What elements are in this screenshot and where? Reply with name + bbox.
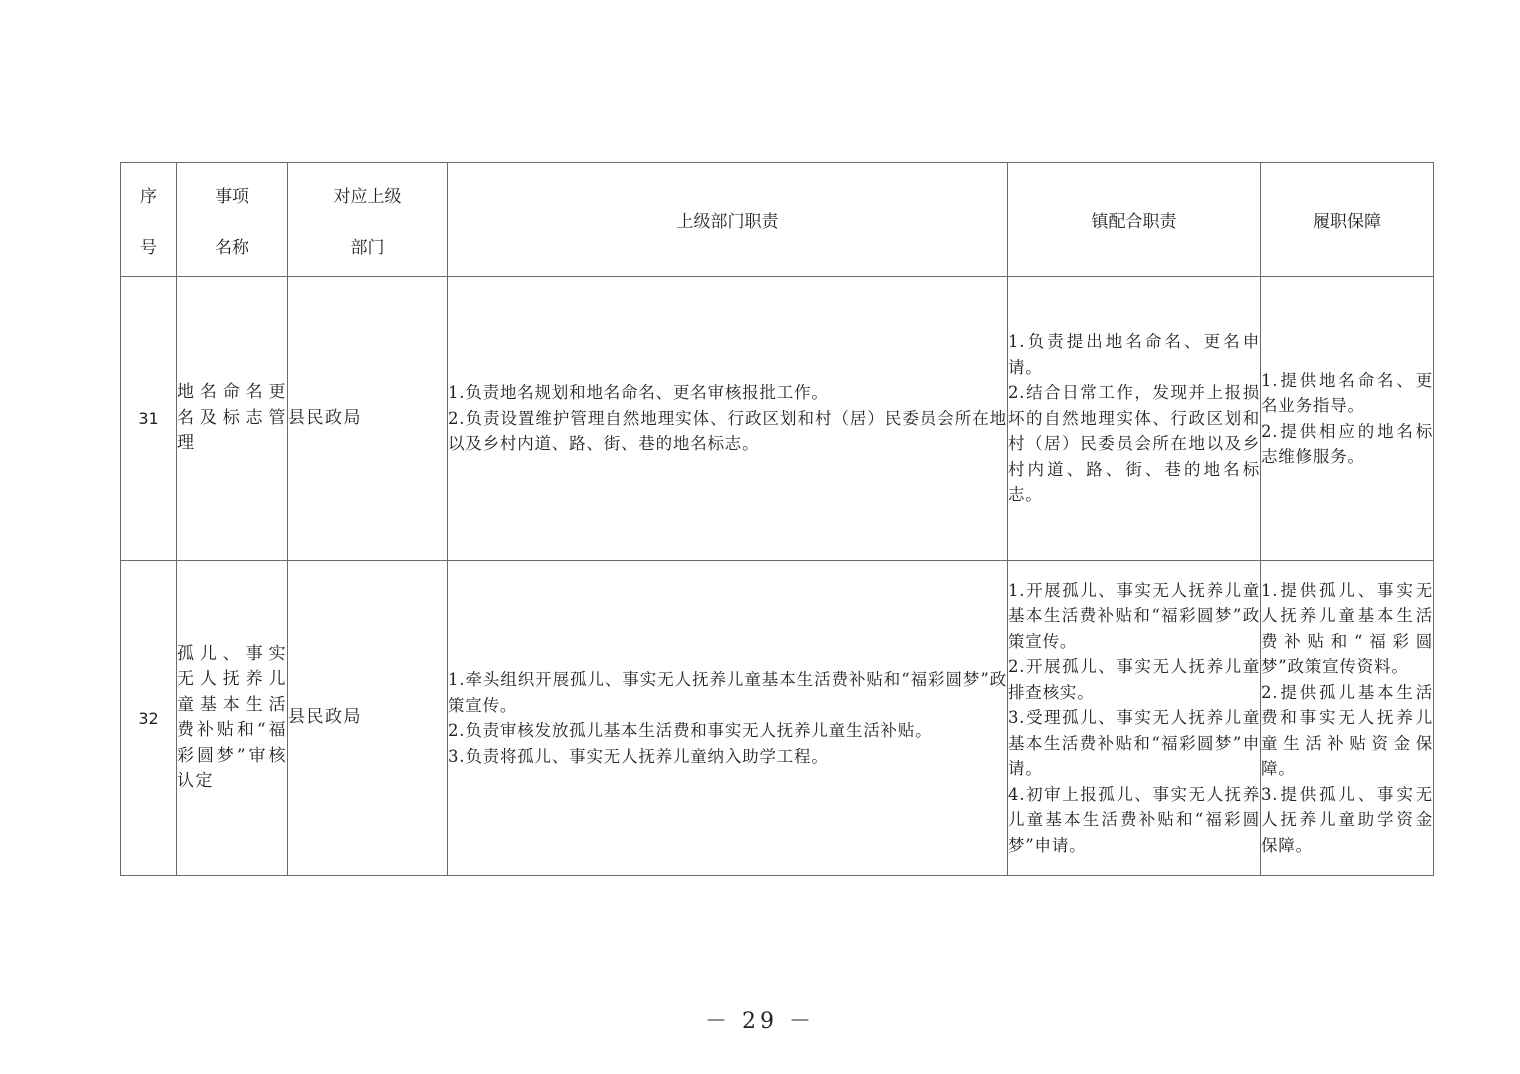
town-duty-item: 2.结合日常工作，发现并上报损坏的自然地理实体、行政区划和村（居）民委员会所在地以及乡村内道、路、街、巷的地名标志。 <box>1008 383 1260 505</box>
town-duties <box>1008 561 1261 876</box>
row-number: 32 <box>121 561 177 876</box>
town-duty-item: 1.负责提出地名命名、更名申请。 <box>1008 332 1260 377</box>
dept-name: 县民政局 <box>288 277 448 561</box>
upper-duty-item: 3.负责将孤儿、事实无人抚养儿童纳入助学工程。 <box>448 746 829 766</box>
guarantee-item: 1.提供地名命名、更名业务指导。 <box>1261 370 1433 415</box>
header-no-line-1: 序 <box>140 186 157 207</box>
upper-duty-item: 2.负责审核发放孤儿基本生活费和事实无人抚养儿童生活补贴。 <box>448 721 933 740</box>
item-name-text: 地名命名更名及标志管理 <box>177 382 287 454</box>
table-row <box>121 561 1434 876</box>
header-dept <box>288 163 448 277</box>
header-guarantee: 履职保障 <box>1261 163 1434 277</box>
upper-duty-item: 1.负责地名规划和地名命名、更名审核报批工作。 <box>448 383 829 403</box>
dept-name: 县民政局 <box>288 561 448 876</box>
upper-duties <box>448 561 1008 876</box>
upper-duties <box>448 277 1008 561</box>
town-duty-item: 1.开展孤儿、事实无人抚养儿童基本生活费补贴和“福彩圆梦”政策宣传。 <box>1008 580 1260 651</box>
header-name <box>177 163 288 277</box>
town-duty-item: 2.开展孤儿、事实无人抚养儿童排查核实。 <box>1008 657 1260 702</box>
item-name <box>177 561 288 876</box>
page-number: － 29 － <box>705 1009 815 1034</box>
duty-table <box>120 162 1434 876</box>
guarantee <box>1261 277 1434 561</box>
guarantee-item: 3.提供孤儿、事实无人抚养儿童助学资金保障。 <box>1261 784 1433 855</box>
header-no <box>121 163 177 277</box>
town-duties <box>1008 277 1261 561</box>
header-dept-line-2: 部门 <box>350 237 385 258</box>
header-name-line-2: 名称 <box>215 237 249 258</box>
item-name <box>177 277 288 561</box>
header-name-line-1: 事项 <box>215 186 249 207</box>
header-row <box>121 163 1434 277</box>
header-upper-duties: 上级部门职责 <box>448 163 1008 277</box>
row-number: 31 <box>121 277 177 561</box>
item-name-text: 孤儿、事实无人抚养儿童基本生活费补贴和“福彩圆梦”审核认定 <box>177 643 287 791</box>
town-duty-item: 3.受理孤儿、事实无人抚养儿童基本生活费补贴和“福彩圆梦”申请。 <box>1008 708 1260 779</box>
table-row <box>121 277 1434 561</box>
guarantee-item: 1.提供孤儿、事实无人抚养儿童基本生活费补贴和“福彩圆梦”政策宣传资料。 <box>1261 580 1433 677</box>
header-dept-line-1: 对应上级 <box>333 186 402 207</box>
upper-duty-item: 2.负责设置维护管理自然地理实体、行政区划和村（居）民委员会所在地以及乡村内道、路、街、巷的地名标志。 <box>448 408 1007 454</box>
header-no-line-2: 号 <box>140 237 157 258</box>
guarantee-item: 2.提供孤儿基本生活费和事实无人抚养儿童生活补贴资金保障。 <box>1261 682 1433 779</box>
header-town-duties: 镇配合职责 <box>1008 163 1261 277</box>
guarantee <box>1261 561 1434 876</box>
upper-duty-item: 1.牵头组织开展孤儿、事实无人抚养儿童基本生活费补贴和“福彩圆梦”政策宣传。 <box>448 670 1007 715</box>
guarantee-item: 2.提供相应的地名标志维修服务。 <box>1261 421 1433 466</box>
town-duty-item: 4.初审上报孤儿、事实无人抚养儿童基本生活费补贴和“福彩圆梦”申请。 <box>1008 784 1260 855</box>
